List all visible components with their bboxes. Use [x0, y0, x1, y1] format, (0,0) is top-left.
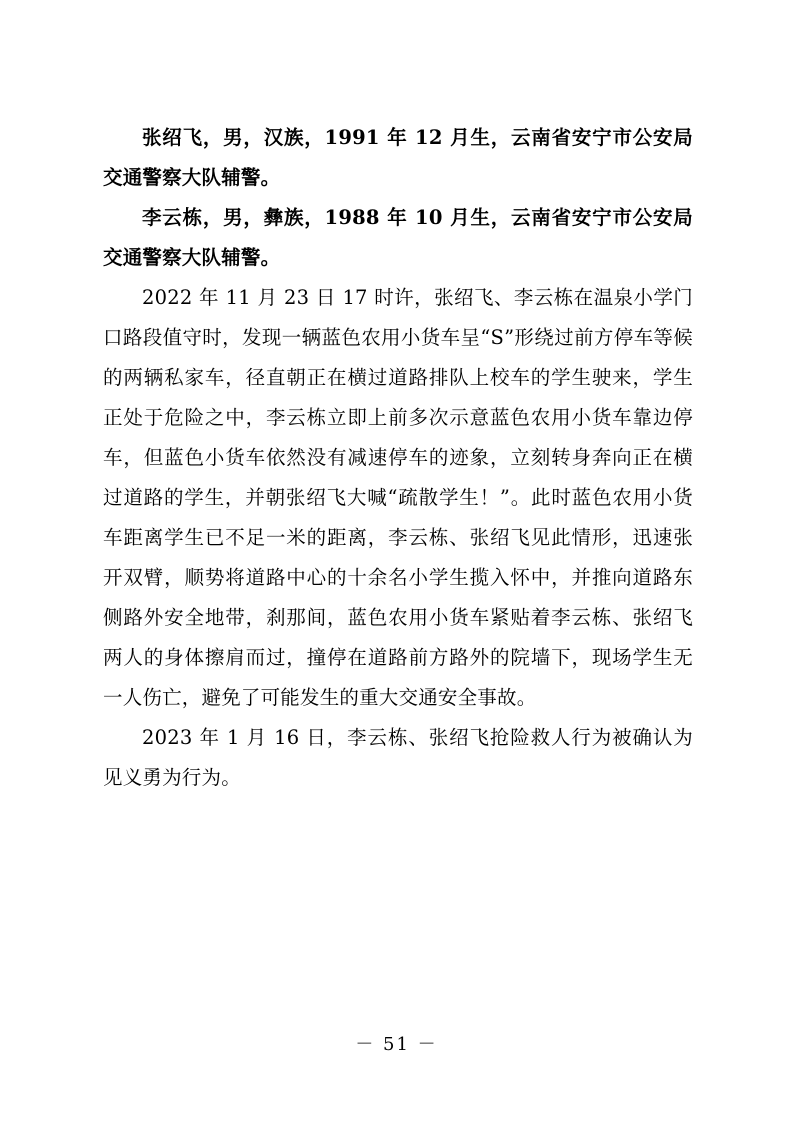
document-body	[103, 118, 693, 798]
paragraph-incident-narrative: 2022 年 11 月 23 日 17 时许，张绍飞、李云栋在温泉小学门口路段值守时，发现一辆蓝色农用小货车呈“S”形绕过前方停车等候的两辆私家车，径直朝正在横过道路排队上校车的学生驶来，学生正处于危险之中，李云栋立即上前多次示意蓝色农用小货车靠边停车，但蓝色小货车依然没有减速停车的迹象，立刻转身奔向正在横过道路的学生，并朝张绍飞大喊“疏散学生！”。此时蓝色农用小货车距离学生已不足一米的距离，李云栋、张绍飞见此情形，迅速张开双臂，顺势将道路中心的十余名小学生揽入怀中，并推向道路东侧路外安全地带，刹那间，蓝色农用小货车紧贴着李云栋、张绍飞两人的身体擦肩而过，撞停在道路前方路外的院墙下，现场学生无一人伤亡，避免了可能发生的重大交通安全事故。	[103, 286, 693, 709]
paragraph-bio-li: 李云栋，男，彝族，1988 年 10 月生，云南省安宁市公安局交通警察大队辅警。	[103, 206, 693, 269]
paragraph-bio-zhang: 张绍飞，男，汉族，1991 年 12 月生，云南省安宁市公安局交通警察大队辅警。	[103, 126, 693, 189]
paragraph-recognition: 2023 年 1 月 16 日，李云栋、张绍飞抢险救人行为被确认为见义勇为行为。	[103, 726, 693, 789]
page-number-footer: － 51 －	[355, 1034, 438, 1055]
